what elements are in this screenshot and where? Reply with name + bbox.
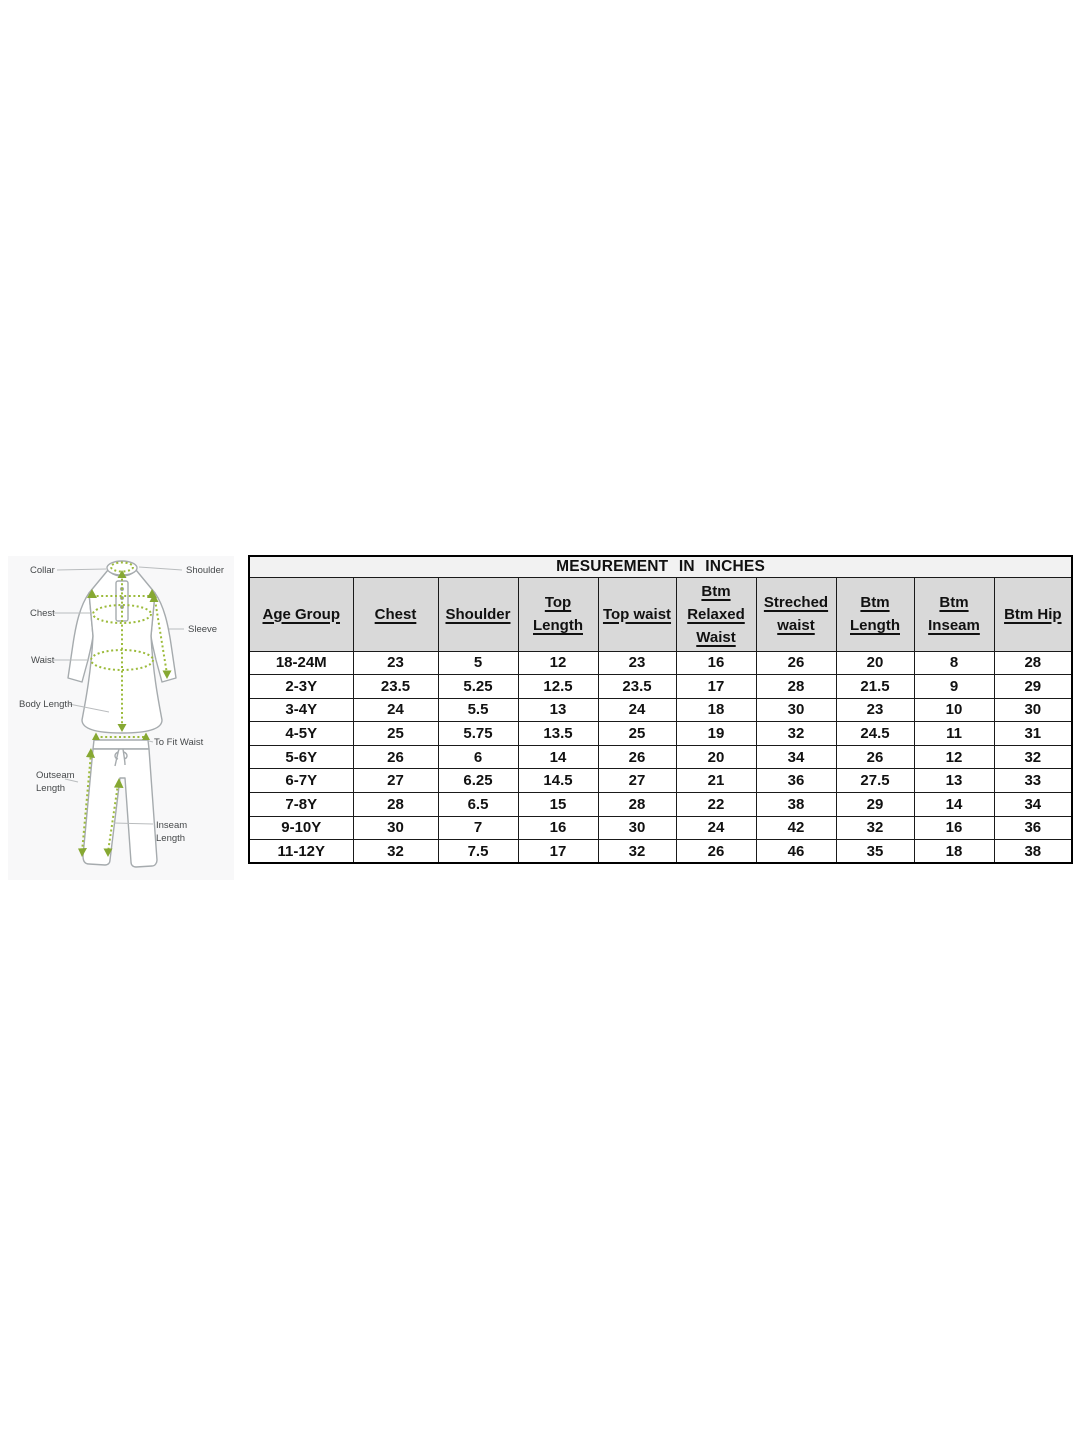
measurement-cell: 24.5	[836, 722, 914, 746]
measurement-cell: 11	[914, 722, 994, 746]
column-header-age-group	[249, 577, 353, 651]
label-to-fit-waist: To Fit Waist	[154, 737, 204, 748]
pajama-illustration	[83, 740, 157, 867]
measurement-cell: 38	[756, 793, 836, 817]
measurement-cell: 20	[836, 651, 914, 675]
measurement-cell: 26	[756, 651, 836, 675]
age-group-cell: 3-4Y	[249, 698, 353, 722]
measurement-cell: 36	[994, 816, 1072, 840]
measurement-cell: 24	[353, 698, 438, 722]
measurement-cell: 20	[676, 745, 756, 769]
measurement-cell: 6.5	[438, 793, 518, 817]
label-body-length: Body Length	[19, 699, 73, 710]
measurement-cell: 24	[598, 698, 676, 722]
size-row-4-5y	[249, 722, 1072, 746]
measurement-cell: 12	[914, 745, 994, 769]
measurement-cell: 30	[756, 698, 836, 722]
size-row-18-24m	[249, 651, 1072, 675]
measurement-cell: 23	[353, 651, 438, 675]
age-group-cell: 9-10Y	[249, 816, 353, 840]
measurement-cell: 7	[438, 816, 518, 840]
column-header-line: Length	[533, 617, 583, 634]
measurement-cell: 10	[914, 698, 994, 722]
column-header-btm-length	[836, 577, 914, 651]
column-header-top-length	[518, 577, 598, 651]
column-header-top-waist	[598, 577, 676, 651]
measurement-cell: 5.5	[438, 698, 518, 722]
size-row-7-8y	[249, 793, 1072, 817]
column-header-line: Relaxed	[687, 605, 745, 623]
measurement-cell: 8	[914, 651, 994, 675]
column-header-btm-hip	[994, 577, 1072, 651]
measurement-cell: 16	[518, 816, 598, 840]
measurement-cell: 24	[676, 816, 756, 840]
measurement-cell: 21.5	[836, 675, 914, 699]
measurement-cell: 28	[353, 793, 438, 817]
age-group-cell: 5-6Y	[249, 745, 353, 769]
measurement-cell: 29	[994, 675, 1072, 699]
column-header-line: Top waist	[602, 605, 672, 623]
column-header-line: Btm	[860, 594, 890, 611]
measurement-cell: 19	[676, 722, 756, 746]
measurement-cell: 23.5	[598, 675, 676, 699]
measurement-cell: 27.5	[836, 769, 914, 793]
measurement-cell: 12.5	[518, 675, 598, 699]
column-header-line: Streched	[763, 594, 829, 611]
measurement-cell: 28	[598, 793, 676, 817]
age-group-cell: 6-7Y	[249, 769, 353, 793]
size-row-5-6y	[249, 745, 1072, 769]
label-inseam-length-2: Length	[156, 833, 186, 844]
measurement-table	[248, 555, 1073, 864]
measurement-cell: 7.5	[438, 840, 518, 864]
pajama-legs	[83, 749, 157, 867]
column-header-line: Top	[544, 594, 572, 611]
measurement-cell: 38	[994, 840, 1072, 864]
column-header-btm-inseam	[914, 577, 994, 651]
measurement-cell: 16	[676, 651, 756, 675]
size-row-3-4y	[249, 698, 1072, 722]
column-header-line: Inseam	[928, 617, 980, 634]
measurement-cell: 28	[756, 675, 836, 699]
measurement-cell: 32	[598, 840, 676, 864]
column-header-line: Waist	[696, 628, 736, 646]
pajama-waistband	[93, 740, 149, 749]
measurement-cell: 28	[994, 651, 1072, 675]
measurement-cell: 26	[598, 745, 676, 769]
age-group-cell: 4-5Y	[249, 722, 353, 746]
column-header-line: Age Group	[262, 605, 340, 623]
measurement-cell: 5.25	[438, 675, 518, 699]
measurement-cell: 31	[994, 722, 1072, 746]
column-header-line: Shoulder	[445, 605, 511, 623]
measurement-cell: 30	[598, 816, 676, 840]
age-group-cell: 7-8Y	[249, 793, 353, 817]
measurement-cell: 23.5	[353, 675, 438, 699]
measurement-cell: 34	[994, 793, 1072, 817]
size-row-6-7y	[249, 769, 1072, 793]
measurement-cell: 25	[598, 722, 676, 746]
measurement-cell: 14.5	[518, 769, 598, 793]
label-sleeve: Sleeve	[188, 624, 218, 635]
column-header-shoulder	[438, 577, 518, 651]
measurement-cell: 23	[598, 651, 676, 675]
column-header-line: Chest	[374, 605, 417, 623]
measurement-cell: 26	[353, 745, 438, 769]
column-header-line: Length	[850, 617, 900, 634]
measurement-cell: 14	[518, 745, 598, 769]
measurement-cell: 25	[353, 722, 438, 746]
measurement-cell: 29	[836, 793, 914, 817]
measurement-cell: 32	[353, 840, 438, 864]
table-header-row	[249, 577, 1072, 651]
measurement-cell: 32	[756, 722, 836, 746]
label-chest: Chest	[30, 608, 55, 619]
measurement-cell: 30	[994, 698, 1072, 722]
measurement-cell: 18	[914, 840, 994, 864]
column-header-line: Btm	[939, 594, 969, 611]
measurement-cell: 26	[836, 745, 914, 769]
measurement-cell: 34	[756, 745, 836, 769]
measurement-cell: 13.5	[518, 722, 598, 746]
measurement-cell: 33	[994, 769, 1072, 793]
measurement-cell: 13	[914, 769, 994, 793]
measurement-cell: 17	[676, 675, 756, 699]
kurta-right-sleeve	[151, 593, 176, 682]
measurement-cell: 26	[676, 840, 756, 864]
measurement-cell: 21	[676, 769, 756, 793]
measurement-cell: 13	[518, 698, 598, 722]
measurement-cell: 14	[914, 793, 994, 817]
column-header-line: Btm Hip	[1004, 605, 1062, 623]
measurement-cell: 23	[836, 698, 914, 722]
measurement-cell: 18	[676, 698, 756, 722]
measurement-cell: 22	[676, 793, 756, 817]
label-inseam-length-1: Inseam	[156, 820, 188, 831]
measurement-cell: 36	[756, 769, 836, 793]
measurement-cell: 30	[353, 816, 438, 840]
label-shoulder: Shoulder	[186, 565, 225, 576]
measurement-cell: 12	[518, 651, 598, 675]
column-header-line: Btm	[701, 582, 731, 600]
size-row-2-3y	[249, 675, 1072, 699]
measurement-cell: 5.75	[438, 722, 518, 746]
measurement-cell: 42	[756, 816, 836, 840]
column-header-chest	[353, 577, 438, 651]
label-collar: Collar	[30, 565, 55, 576]
age-group-cell: 11-12Y	[249, 840, 353, 864]
measurement-cell: 6.25	[438, 769, 518, 793]
table-title: MESUREMENT IN INCHES	[249, 556, 1072, 577]
garment-measurement-diagram	[8, 556, 234, 880]
measurement-cell: 5	[438, 651, 518, 675]
age-group-cell: 18-24M	[249, 651, 353, 675]
measurement-cell: 32	[994, 745, 1072, 769]
measurement-cell: 9	[914, 675, 994, 699]
column-header-line: waist	[777, 617, 815, 634]
age-group-cell: 2-3Y	[249, 675, 353, 699]
measurement-cell: 16	[914, 816, 994, 840]
measurement-cell: 6	[438, 745, 518, 769]
measurement-cell: 17	[518, 840, 598, 864]
size-row-9-10y	[249, 816, 1072, 840]
kurta-left-sleeve	[68, 593, 93, 682]
label-waist: Waist	[31, 655, 55, 666]
measurement-cell: 35	[836, 840, 914, 864]
label-outseam-length-2: Length	[36, 783, 66, 794]
column-header-btm-relaxed-waist	[676, 577, 756, 651]
measurement-cell: 32	[836, 816, 914, 840]
table-title-row	[249, 556, 1072, 577]
measurement-cell: 15	[518, 793, 598, 817]
size-row-11-12y	[249, 840, 1072, 864]
measurement-cell: 27	[598, 769, 676, 793]
measurement-cell: 27	[353, 769, 438, 793]
column-header-streched-waist	[756, 577, 836, 651]
label-outseam-length-1: Outseam	[36, 770, 75, 781]
measurement-cell: 46	[756, 840, 836, 864]
